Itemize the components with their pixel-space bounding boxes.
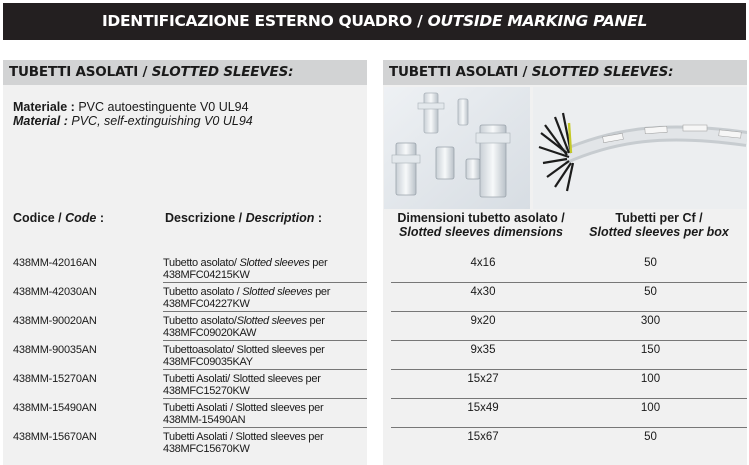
row-divider bbox=[391, 340, 747, 341]
col-dim-it: Dimensioni tubetto asolato / bbox=[397, 211, 565, 225]
table-row bbox=[3, 371, 367, 400]
row-code: 438MM-15670AN bbox=[13, 431, 97, 443]
table-row bbox=[3, 284, 367, 313]
row-description: Tubetto asolato/Slotted sleeves per 438MFC09020KAW bbox=[163, 315, 325, 339]
row-dimension: 15x27 bbox=[467, 373, 499, 385]
row-divider bbox=[391, 427, 747, 428]
row-divider bbox=[163, 282, 367, 283]
table-row bbox=[383, 255, 747, 284]
material-value-en: PVC, self-extinguishing V0 UL94 bbox=[71, 114, 253, 128]
row-dimension: 15x67 bbox=[467, 431, 499, 443]
row-quantity: 50 bbox=[644, 431, 657, 443]
row-code: 438MM-90035AN bbox=[13, 344, 97, 356]
left-panel bbox=[3, 60, 367, 465]
row-divider bbox=[163, 369, 367, 370]
col-code-en: Code bbox=[65, 211, 97, 225]
row-quantity: 50 bbox=[644, 257, 657, 269]
row-code: 438MM-42016AN bbox=[13, 257, 97, 269]
row-quantity: 100 bbox=[640, 402, 661, 414]
row-code: 438MM-15490AN bbox=[13, 402, 97, 414]
table-row bbox=[383, 313, 747, 342]
left-header-it: TUBETTI ASOLATI / bbox=[9, 64, 148, 80]
row-divider bbox=[163, 311, 367, 312]
row-quantity: 150 bbox=[640, 344, 661, 356]
row-dimension: 4x30 bbox=[470, 286, 496, 298]
material-line-it bbox=[13, 100, 253, 114]
table-row bbox=[3, 342, 367, 371]
left-panel-header bbox=[3, 60, 367, 85]
right-header-it: TUBETTI ASOLATI / bbox=[389, 64, 528, 80]
row-dimension: 9x35 bbox=[470, 344, 496, 356]
col-qty-it: Tubetti per Cf / bbox=[615, 211, 703, 225]
table-row bbox=[3, 429, 367, 458]
column-header-description bbox=[165, 211, 322, 225]
table-row bbox=[3, 313, 367, 342]
col-code-it: Codice / bbox=[13, 211, 62, 225]
row-divider bbox=[391, 398, 747, 399]
slotted-sleeves-illustration bbox=[384, 87, 530, 209]
column-header-quantity bbox=[573, 211, 745, 239]
col-desc-en: Description bbox=[245, 211, 315, 225]
page-banner bbox=[3, 3, 746, 40]
table-row bbox=[383, 371, 747, 400]
col-dim-en: Slotted sleeves dimensions bbox=[399, 225, 563, 239]
row-quantity: 300 bbox=[640, 315, 661, 327]
column-header-code bbox=[13, 211, 104, 225]
col-code-colon: : bbox=[99, 211, 105, 225]
col-qty-en: Slotted sleeves per box bbox=[589, 225, 729, 239]
row-description: Tubetto asolato / Slotted sleeves per 438MFC04227KW bbox=[163, 286, 331, 310]
banner-separator: / bbox=[417, 12, 423, 30]
banner-title-en: OUTSIDE MARKING PANEL bbox=[427, 12, 648, 30]
material-label-en: Material : bbox=[13, 114, 68, 128]
row-quantity: 50 bbox=[644, 286, 657, 298]
row-description: Tubetti Asolati/ Slotted sleeves per 438MFC15270KW bbox=[163, 373, 321, 397]
row-description: Tubetti Asolati / Slotted sleeves per 438MM-15490AN bbox=[163, 402, 324, 426]
row-divider bbox=[391, 369, 747, 370]
right-header-en: SLOTTED SLEEVES: bbox=[531, 64, 674, 80]
cable-bundle-illustration bbox=[533, 87, 747, 209]
row-dimension: 9x20 bbox=[470, 315, 496, 327]
column-header-dimensions bbox=[391, 211, 571, 239]
col-desc-it: Descrizione / bbox=[165, 211, 243, 225]
cable-bundle-photo bbox=[533, 87, 747, 209]
material-info bbox=[13, 100, 253, 128]
row-divider bbox=[391, 282, 747, 283]
slotted-sleeves-photo bbox=[384, 87, 530, 209]
table-row bbox=[383, 429, 747, 458]
table-row bbox=[383, 284, 747, 313]
material-label-it: Materiale : bbox=[13, 100, 75, 114]
right-panel bbox=[383, 60, 747, 465]
table-row bbox=[3, 255, 367, 284]
left-header-en: SLOTTED SLEEVES: bbox=[151, 64, 294, 80]
row-code: 438MM-42030AN bbox=[13, 286, 97, 298]
row-divider bbox=[163, 398, 367, 399]
row-description: Tubetto asolato/ Slotted sleeves per 438MFC04215KW bbox=[163, 257, 328, 281]
row-description: Tubetti Asolati / Slotted sleeves per 438MFC15670KW bbox=[163, 431, 324, 455]
row-divider bbox=[163, 340, 367, 341]
row-code: 438MM-15270AN bbox=[13, 373, 97, 385]
row-description: Tubettoasolato/ Slotted sleeves per 438MFC09035KAY bbox=[163, 344, 325, 368]
row-quantity: 100 bbox=[640, 373, 661, 385]
row-divider bbox=[391, 311, 747, 312]
right-panel-header bbox=[383, 60, 747, 85]
banner-title-it: IDENTIFICAZIONE ESTERNO QUADRO bbox=[101, 12, 413, 30]
material-value-it: PVC autoestinguente V0 UL94 bbox=[78, 100, 249, 114]
table-row bbox=[383, 400, 747, 429]
table-row bbox=[3, 400, 367, 429]
row-divider bbox=[163, 427, 367, 428]
table-row bbox=[383, 342, 747, 371]
col-desc-colon: : bbox=[317, 211, 323, 225]
material-line-en bbox=[13, 114, 253, 128]
row-dimension: 4x16 bbox=[470, 257, 496, 269]
row-dimension: 15x49 bbox=[467, 402, 499, 414]
row-code: 438MM-90020AN bbox=[13, 315, 97, 327]
